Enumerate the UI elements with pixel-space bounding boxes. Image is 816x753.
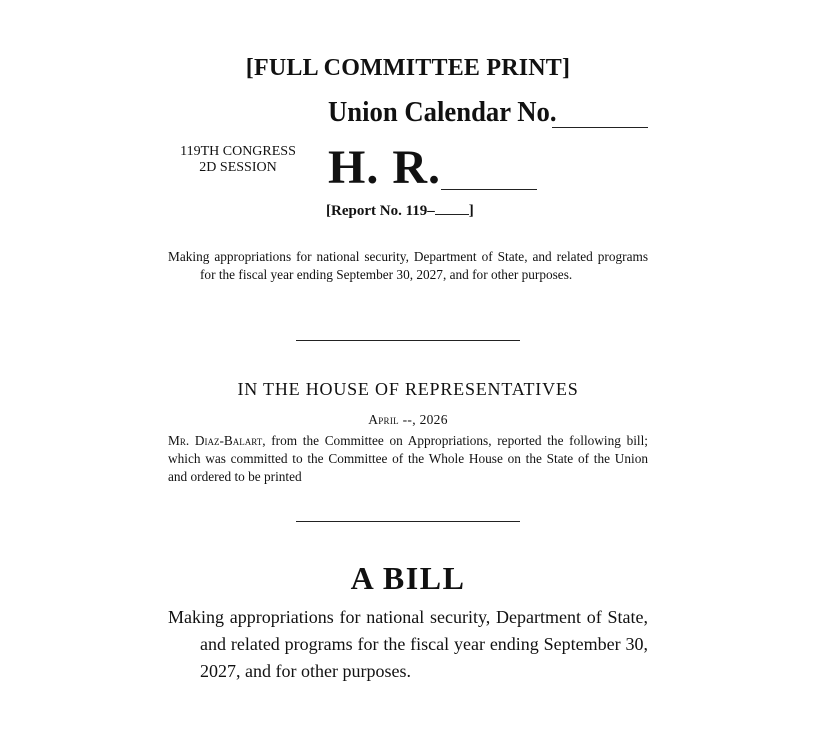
action-date: April --, 2026 [368, 412, 448, 427]
bill-type-title: H. R. [328, 141, 441, 194]
house-heading: IN THE HOUSE OF REPRESENTATIVES [237, 379, 579, 399]
congress-session-block [168, 144, 308, 176]
bill-heading: A BILL [350, 560, 466, 596]
report-number-prefix: [Report No. 119– [326, 203, 435, 219]
divider-rule [296, 340, 520, 341]
union-calendar-label: Union Calendar No. [328, 96, 557, 128]
bill-number-blank [441, 189, 537, 190]
divider-rule [296, 521, 520, 522]
report-number-blank [435, 202, 469, 215]
member-name: Mr. Diaz-Balart [168, 433, 263, 448]
union-calendar-number-blank [552, 127, 648, 128]
session-label: 2D SESSION [199, 160, 277, 175]
report-number-suffix: ] [468, 203, 474, 219]
bill-description: Making appropriations for national security, Department of State, and related programs for the fiscal year ending September 30, 2027, and for other purposes. [168, 607, 648, 681]
congress-label: 119TH CONGRESS [180, 144, 296, 159]
action-text: , from the Committee on Appropriations, reported the following bill; which was committed to the Committee of the Whole House on the State of the Union and ordered to be printed [168, 433, 649, 484]
committee-print-heading: [FULL COMMITTEE PRINT] [245, 55, 571, 81]
report-number [326, 202, 474, 220]
committee-action-statement [168, 432, 648, 486]
bill-summary: Making appropriations for national security, Department of State, and related programs for the fiscal year ending September 30, 2027, and for other purposes. [168, 249, 648, 282]
